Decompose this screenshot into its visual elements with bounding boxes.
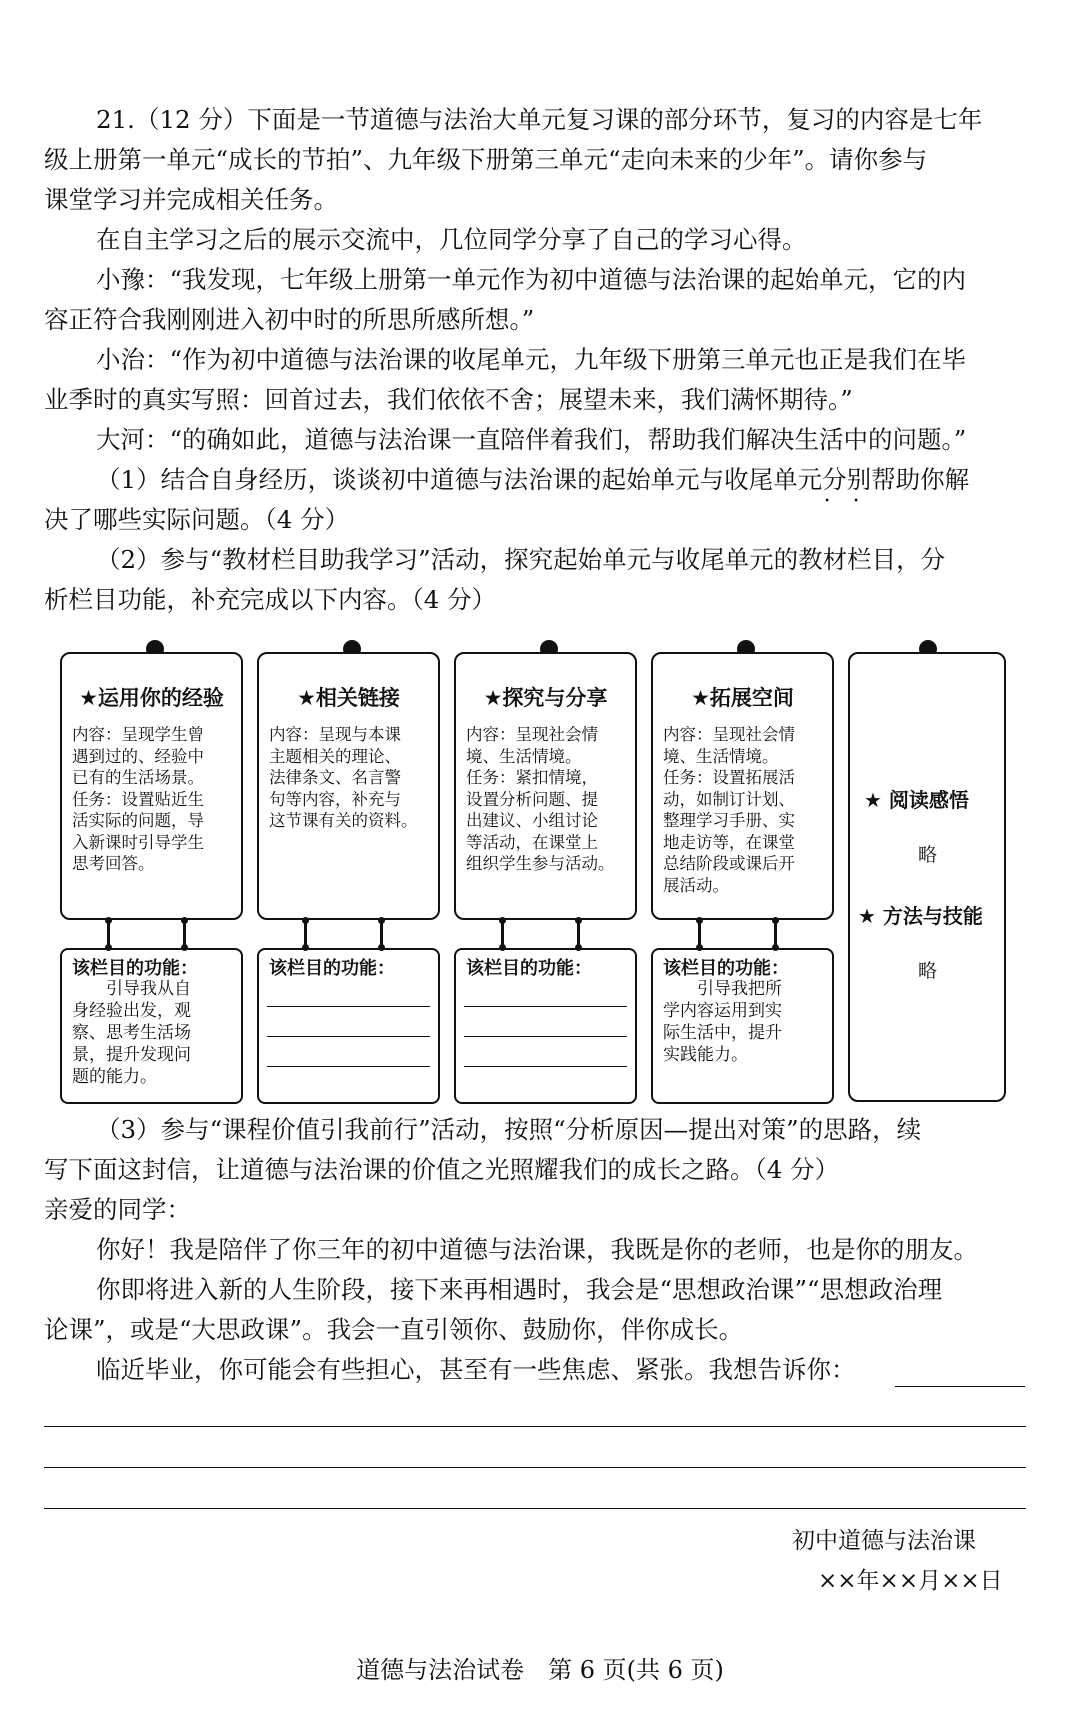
column-card-experience [60, 652, 243, 920]
answer-line[interactable] [44, 1508, 1026, 1509]
function-title: 该栏目的功能： [269, 958, 395, 979]
function-body: 引导我把所 学内容运用到实 际生活中，提升 实践能力。 [663, 979, 782, 1065]
connector-icon [577, 920, 580, 948]
dialogue-line-1: 在自主学习之后的展示交流中，几位同学分享了自己的学习心得。 [96, 225, 807, 254]
task3-line-1: （3）参与“课程价值引我前行”活动，按照“分析原因—提出对策”的思路，续 [96, 1115, 922, 1144]
connector-icon [501, 920, 504, 948]
column-card-other [848, 652, 1006, 1102]
answer-line[interactable] [267, 1036, 430, 1037]
letter-date: ××年××月××日 [818, 1568, 1003, 1594]
letter-greeting: 亲爱的同学： [44, 1195, 191, 1224]
function-box-inquiry [454, 948, 637, 1104]
connector-icon [698, 920, 701, 948]
dialogue-line-4: 小治：“作为初中道德与法治课的收尾单元，九年级下册第三单元也正是我们在毕 [96, 345, 967, 374]
answer-line[interactable] [44, 1467, 1026, 1468]
letter-para-2a: 你即将进入新的人生阶段，接下来再相遇时，我会是“思想政治课”“思想政治理 [96, 1275, 943, 1304]
letter-para-3: 临近毕业，你可能会有些担心，甚至有一些焦虑、紧张。我想告诉你： [96, 1355, 856, 1384]
task2-line-1: （2）参与“教材栏目助我学习”活动，探究起始单元与收尾单元的教材栏目，分 [96, 545, 946, 574]
function-title: 该栏目的功能： [466, 958, 592, 979]
task1-line-2: 决了哪些实际问题。（4 分） [44, 505, 350, 534]
answer-line[interactable] [464, 1066, 627, 1067]
task1-text-a: （1）结合自身经历，谈谈初中道德与法治课的起始单元与收尾单元 [96, 465, 823, 494]
question-line-2: 级上册第一单元“成长的节拍”、九年级下册第三单元“走向未来的少年”。请你参与 [44, 145, 928, 174]
function-body: 引导我从自 身经验出发，观 察、思考生活场 景，提升发现问 题的能力。 [72, 979, 191, 1087]
dialogue-line-6: 大河：“的确如此，道德与法治课一直陪伴着我们，帮助我们解决生活中的问题。” [96, 425, 967, 454]
card-title: ★拓展空间 [691, 686, 794, 710]
answer-line[interactable] [895, 1386, 1025, 1387]
card-body: 内容：呈现与本课 主题相关的理论、 法律条文、名言警 句等内容，补充与 这节课有关的资料。 [269, 725, 418, 830]
task1-line-1 [44, 460, 1080, 500]
function-box-links [257, 948, 440, 1104]
side-item-reading-note: 略 [918, 844, 938, 866]
card-body: 内容：呈现社会情 境、生活情境。 任务：紧扣情境， 设置分析问题、提 出建议、小组讨论 等活动，在课堂上 组织学生参与活动。 [466, 725, 615, 873]
connector-icon [183, 920, 186, 948]
dialogue-line-3: 容正符合我刚刚进入初中时的所思所感所想。” [44, 305, 535, 334]
column-card-extension [651, 652, 834, 920]
function-box-experience [60, 948, 243, 1104]
task3-line-2: 写下面这封信，让道德与法治课的价值之光照耀我们的成长之路。（4 分） [44, 1155, 840, 1184]
column-card-links [257, 652, 440, 920]
function-title: 该栏目的功能： [663, 958, 789, 979]
answer-line[interactable] [44, 1426, 1026, 1427]
card-body: 内容：呈现学生曾 遇到过的、经验中 已有的生活场景。 任务：设置贴近生 活实际的问题，导 入新课时引导学生 思考回答。 [72, 725, 204, 873]
letter-signature: 初中道德与法治课 [792, 1528, 976, 1554]
answer-line[interactable] [267, 1006, 430, 1007]
task1-emphasis: 分别 • • [822, 460, 871, 500]
function-title: 该栏目的功能： [72, 958, 198, 979]
answer-line[interactable] [267, 1066, 430, 1067]
side-item-methods: ★ 方法与技能 [858, 904, 983, 928]
connector-icon [304, 920, 307, 948]
letter-para-2b: 论课”，或是“大思政课”。我会一直引领你、鼓励你，伴你成长。 [44, 1315, 744, 1344]
dialogue-line-5: 业季时的真实写照：回首过去，我们依依不舍；展望未来，我们满怀期待。” [44, 385, 853, 414]
question-line-1: 21.（12 分）下面是一节道德与法治大单元复习课的部分环节，复习的内容是七年 [96, 105, 983, 134]
answer-line[interactable] [464, 1036, 627, 1037]
side-item-methods-note: 略 [918, 960, 938, 982]
card-title: ★探究与分享 [483, 686, 608, 710]
connector-icon [107, 920, 110, 948]
side-item-reading: ★ 阅读感悟 [864, 788, 969, 812]
function-box-extension [651, 948, 834, 1104]
task2-line-2: 析栏目功能，补充完成以下内容。（4 分） [44, 585, 497, 614]
card-title: ★相关链接 [297, 686, 400, 710]
connector-icon [774, 920, 777, 948]
card-body: 内容：呈现社会情 境、生活情境。 任务：设置拓展活 动，如制订计划、 整理学习手册、实 地走访等，在课堂 总结阶段或课后开 展活动。 [663, 725, 795, 895]
letter-para-1: 你好！我是陪伴了你三年的初中道德与法治课，我既是你的老师，也是你的朋友。 [96, 1235, 978, 1264]
column-card-inquiry [454, 652, 637, 920]
page-footer: 道德与法治试卷 第 6 页(共 6 页) [356, 1656, 724, 1684]
answer-line[interactable] [464, 1006, 627, 1007]
dialogue-line-2: 小豫：“我发现，七年级上册第一单元作为初中道德与法治课的起始单元，它的内 [96, 265, 967, 294]
connector-icon [380, 920, 383, 948]
card-title: ★运用你的经验 [79, 686, 224, 710]
task1-text-b: 帮助你解 [871, 465, 970, 494]
question-line-3: 课堂学习并完成相关任务。 [44, 185, 338, 214]
